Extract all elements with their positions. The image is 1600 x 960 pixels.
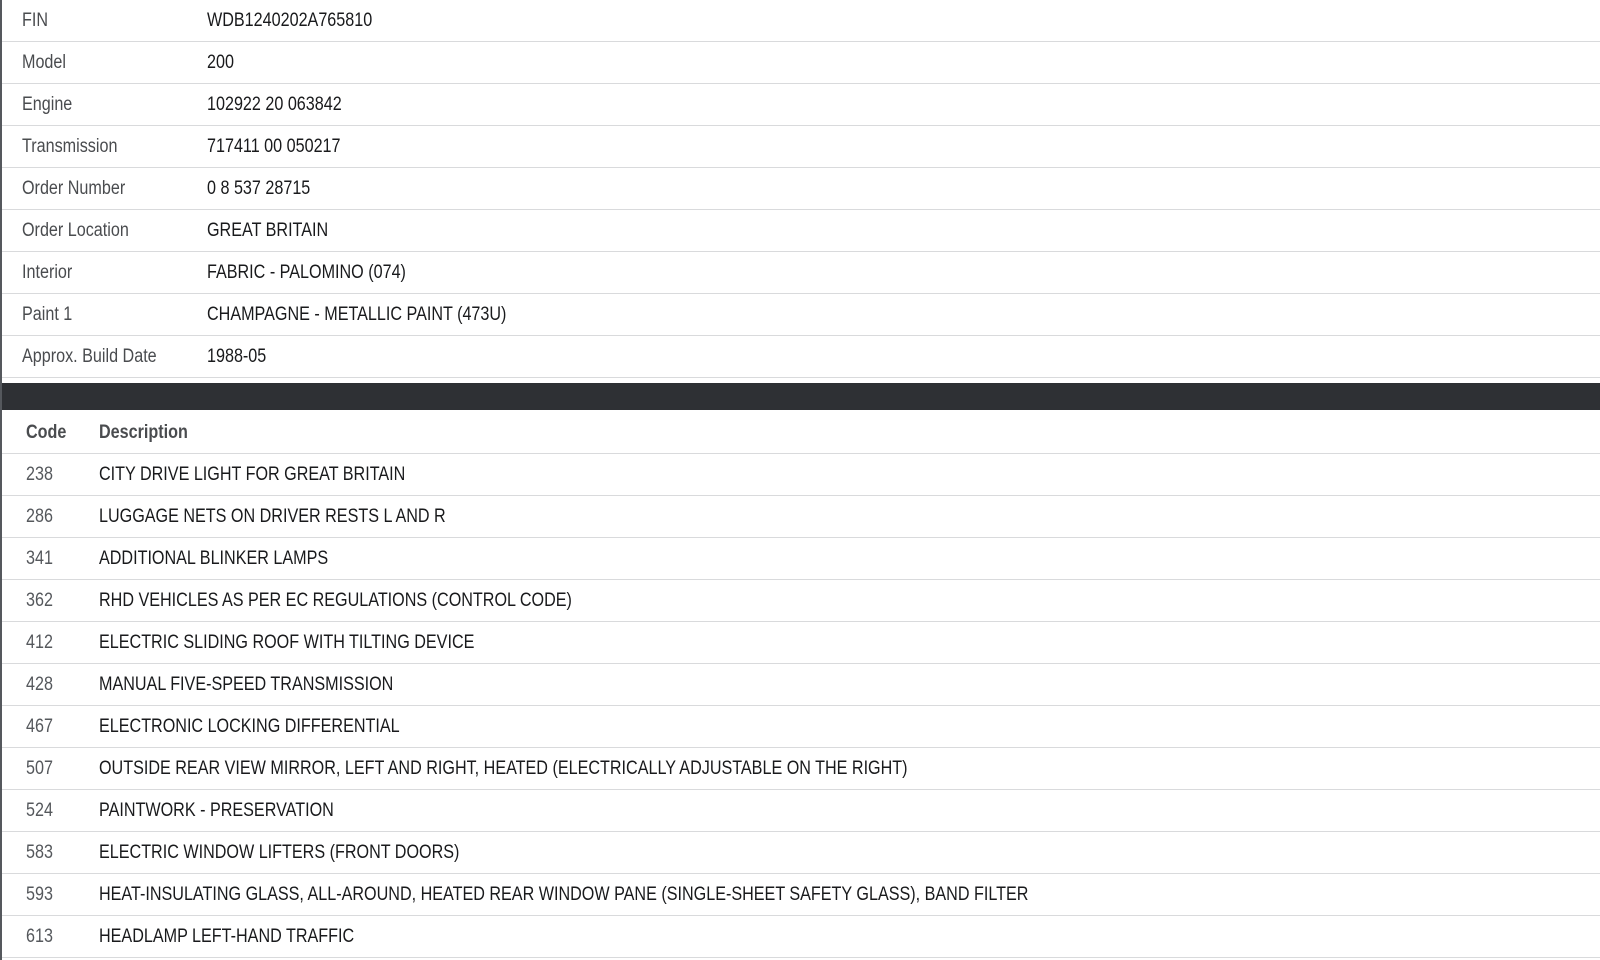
- vehicle-info-table: [2, 0, 1600, 378]
- description-cell: MANUAL FIVE-SPEED TRANSMISSION: [99, 673, 394, 695]
- code-cell: 341: [26, 547, 53, 569]
- equipment-code-row: [2, 622, 1600, 664]
- description-cell: ELECTRONIC LOCKING DIFFERENTIAL: [99, 715, 400, 737]
- codes-header-row: [2, 412, 1600, 454]
- code-cell: 583: [26, 841, 53, 863]
- vehicle-info-label: Engine: [22, 93, 73, 115]
- equipment-code-row: [2, 664, 1600, 706]
- equipment-code-row: [2, 916, 1600, 958]
- equipment-code-row: [2, 790, 1600, 832]
- vehicle-info-label: FIN: [22, 9, 49, 31]
- vehicle-info-value: 102922 20 063842: [207, 93, 342, 115]
- vehicle-info-label: Transmission: [22, 135, 118, 157]
- vehicle-info-row: [2, 84, 1600, 126]
- equipment-codes-table: [2, 412, 1600, 958]
- vehicle-info-row: [2, 210, 1600, 252]
- equipment-code-row: [2, 874, 1600, 916]
- vehicle-info-label: Model: [22, 51, 66, 73]
- vehicle-info-label: Interior: [22, 261, 73, 283]
- vehicle-info-value: FABRIC - PALOMINO (074): [207, 261, 406, 283]
- code-cell: 286: [26, 505, 53, 527]
- code-cell: 524: [26, 799, 53, 821]
- code-cell: 613: [26, 925, 53, 947]
- vehicle-info-label: Paint 1: [22, 303, 73, 325]
- description-cell: LUGGAGE NETS ON DRIVER RESTS L AND R: [99, 505, 446, 527]
- section-divider-bar: [0, 383, 1600, 410]
- code-cell: 238: [26, 463, 53, 485]
- vehicle-info-value: 0 8 537 28715: [207, 177, 311, 199]
- equipment-code-row: [2, 538, 1600, 580]
- description-cell: PAINTWORK - PRESERVATION: [99, 799, 334, 821]
- vehicle-info-label: Approx. Build Date: [22, 345, 157, 367]
- vehicle-info-value: 717411 00 050217: [207, 135, 341, 157]
- code-column-header: Code: [26, 421, 67, 443]
- vehicle-info-value: 200: [207, 51, 234, 73]
- vehicle-info-row: [2, 252, 1600, 294]
- equipment-code-row: [2, 748, 1600, 790]
- vehicle-info-row: [2, 42, 1600, 84]
- vehicle-info-label: Order Location: [22, 219, 129, 241]
- description-cell: CITY DRIVE LIGHT FOR GREAT BRITAIN: [99, 463, 406, 485]
- description-column-header: Description: [99, 421, 188, 443]
- equipment-code-row: [2, 706, 1600, 748]
- description-cell: ELECTRIC SLIDING ROOF WITH TILTING DEVICE: [99, 631, 475, 653]
- vehicle-info-value: CHAMPAGNE - METALLIC PAINT (473U): [207, 303, 507, 325]
- vehicle-info-row: [2, 336, 1600, 378]
- equipment-code-row: [2, 496, 1600, 538]
- description-cell: OUTSIDE REAR VIEW MIRROR, LEFT AND RIGHT, HEATED (ELECTRICALLY ADJUSTABLE ON THE RIGHT): [99, 757, 908, 779]
- vehicle-info-value: WDB1240202A765810: [207, 9, 373, 31]
- equipment-code-row: [2, 454, 1600, 496]
- vehicle-info-value: GREAT BRITAIN: [207, 219, 329, 241]
- code-cell: 362: [26, 589, 53, 611]
- description-cell: ADDITIONAL BLINKER LAMPS: [99, 547, 329, 569]
- code-cell: 467: [26, 715, 53, 737]
- description-cell: ELECTRIC WINDOW LIFTERS (FRONT DOORS): [99, 841, 460, 863]
- description-cell: RHD VEHICLES AS PER EC REGULATIONS (CONTROL CODE): [99, 589, 572, 611]
- equipment-code-row: [2, 580, 1600, 622]
- code-cell: 593: [26, 883, 53, 905]
- description-cell: HEAT-INSULATING GLASS, ALL-AROUND, HEATED REAR WINDOW PANE (SINGLE-SHEET SAFETY GLASS), BAND FILTER: [99, 883, 1029, 905]
- vehicle-info-row: [2, 168, 1600, 210]
- vehicle-info-row: [2, 126, 1600, 168]
- code-cell: 507: [26, 757, 53, 779]
- vehicle-info-row: [2, 0, 1600, 42]
- code-cell: 412: [26, 631, 53, 653]
- equipment-code-row: [2, 832, 1600, 874]
- vehicle-info-row: [2, 294, 1600, 336]
- vehicle-info-value: 1988-05: [207, 345, 267, 367]
- description-cell: HEADLAMP LEFT-HAND TRAFFIC: [99, 925, 355, 947]
- code-cell: 428: [26, 673, 53, 695]
- vehicle-info-label: Order Number: [22, 177, 126, 199]
